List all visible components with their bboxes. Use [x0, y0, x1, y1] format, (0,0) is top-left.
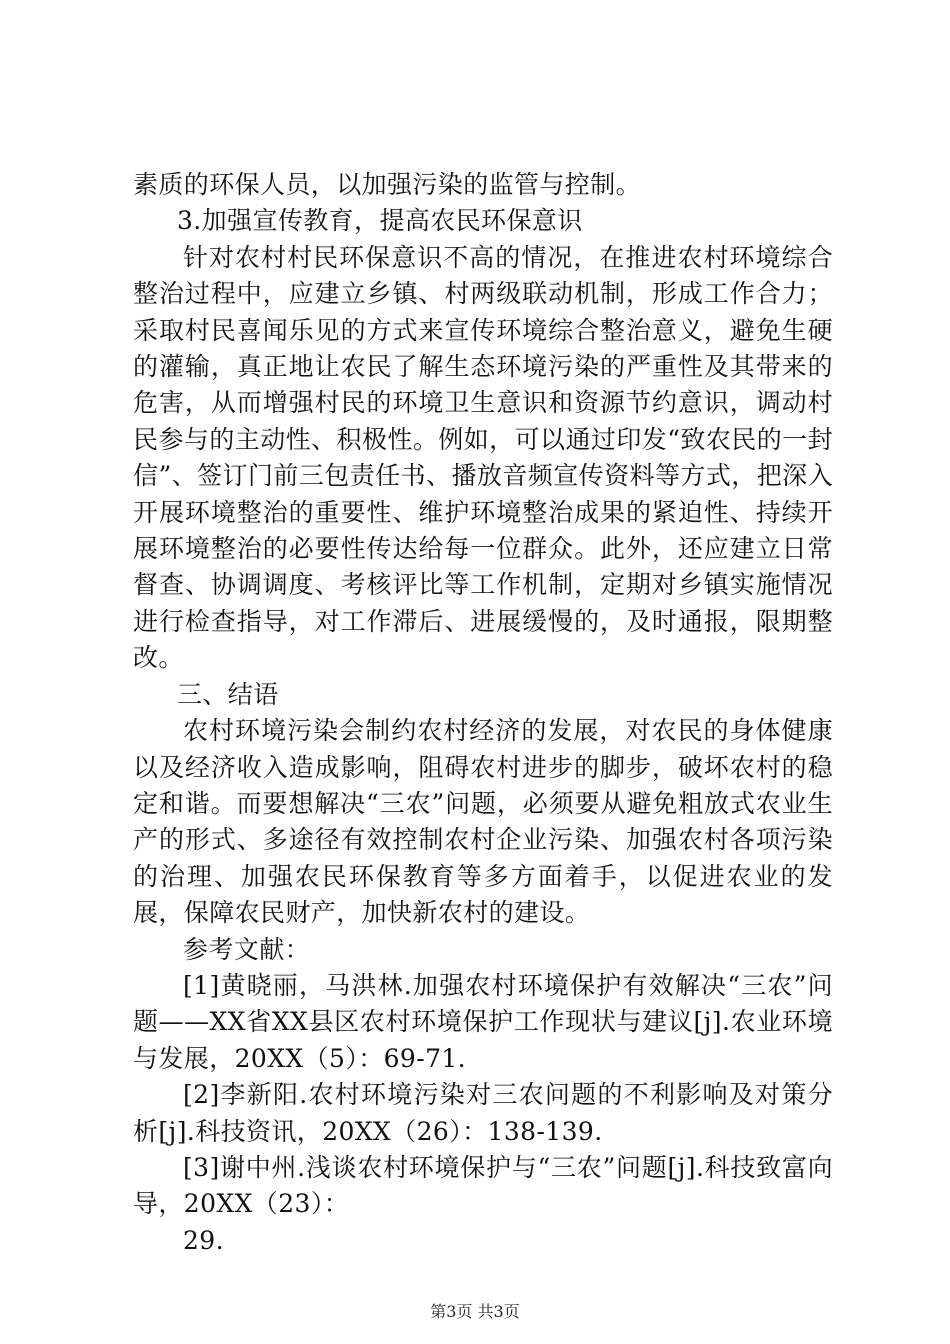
section-heading-conclusion: 三、结语 — [177, 679, 279, 709]
reference-item-3: [3]谢中州.浅谈农村环境保护与“三农”问题[j].科技致富向导，20XX（23）： — [133, 1152, 833, 1219]
paragraph-conclusion: 农村环境污染会制约农村经济的发展，对农民的身体健康以及经济收入造成影响，阻碍农村进步的脚步，破坏农村的稳定和谐。而要想解决“三农”问题，必须要从避免粗放式农业生产的形式、多途径有效控制农村企业污染、加强农村各项污染的治理、加强农民环保教育等多方面着手，以促进农业的发展，保障农民财产，加快新农村的建设。 — [133, 716, 833, 928]
references-heading: 参考文献： — [183, 934, 311, 964]
paragraph-continuation: 素质的环保人员，以加强污染的监管与控制。 — [133, 170, 642, 199]
reference-item-1: [1]黄晓丽，马洪林.加强农村环境保护有效解决“三农”问题——XX省XX县区农村环境保护工作现状与建议[j].农业环境与发展，20XX（5）：69-71. — [133, 970, 833, 1073]
page-number-footer: 第3页 共3页 — [430, 1302, 520, 1321]
section-heading-3: 3.加强宣传教育，提高农民环保意识 — [177, 206, 583, 236]
paragraph-publicity-education: 针对农村村民环保意识不高的情况，在推进农村环境综合整治过程中，应建立乡镇、村两级联动机制，形成工作合力；采取村民喜闻乐见的方式来宣传环境综合整治意义，避免生硬的灌输，真正地让农民了解生态环境污染的严重性及其带来的危害，从而增强村民的环境卫生意识和资源节约意识，调动村民参与的主动性、积极性。例如，可以通过印发“致农民的一封信”、签订门前三包责任书、播放音频宣传资料等方式，把深入开展环境整治的重要性、维护环境整治成果的紧迫性、持续开展环境整治的必要性传达给每一位群众。此外，还应建立日常督查、协调调度、考核评比等工作机制，定期对乡镇实施情况进行检查指导，对工作滞后、进展缓慢的，及时通报，限期整改。 — [133, 242, 833, 673]
reference-item-2: [2]李新阳.农村环境污染对三农问题的不利影响及对策分析[j].科技资讯，20XX（26）：138-139. — [133, 1080, 833, 1146]
document-body — [133, 167, 833, 1259]
reference-item-3-page: 29. — [183, 1225, 224, 1255]
